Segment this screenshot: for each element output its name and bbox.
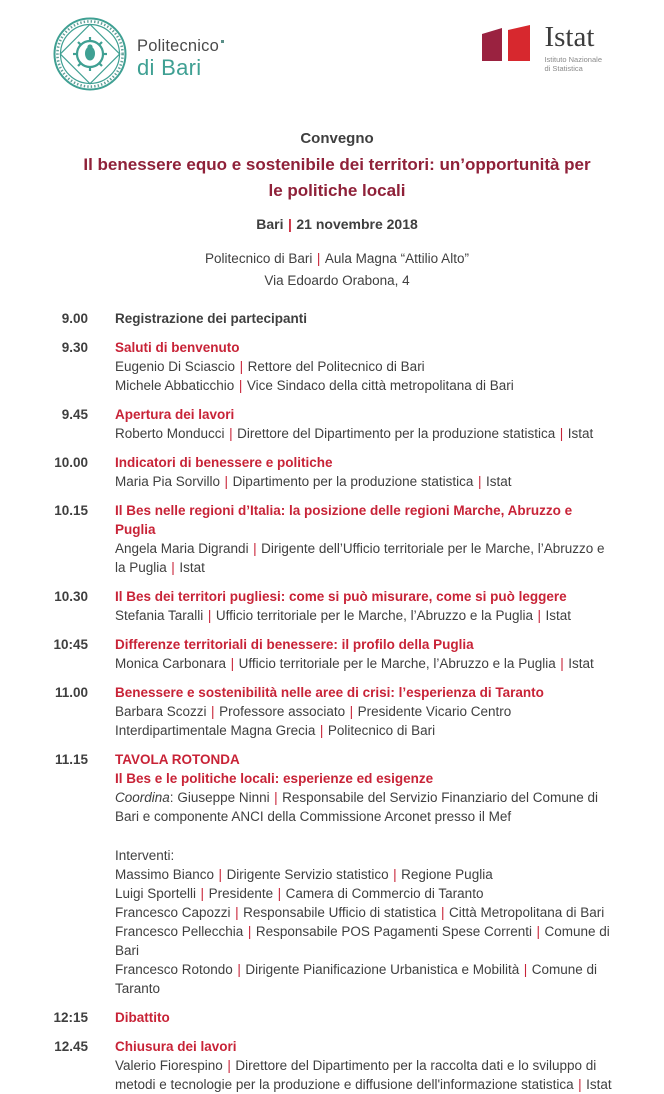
pipe-separator: | (578, 1077, 582, 1092)
pipe-separator: | (227, 1058, 231, 1073)
session-title: TAVOLA ROTONDA (115, 752, 240, 767)
pipe-separator: | (229, 426, 233, 441)
session-title: Chiusura dei lavori (115, 1039, 237, 1054)
pipe-separator: | (477, 474, 482, 489)
schedule-time: 12:15 (53, 1010, 88, 1025)
pipe-separator: | (440, 905, 445, 920)
politecnico-di-bari-logo (52, 16, 224, 95)
schedule-time: 10.30 (54, 589, 88, 604)
istat-wordmark: Istat (544, 21, 595, 53)
schedule-time: 9.45 (61, 407, 88, 422)
session-title: Dibattito (115, 1010, 170, 1025)
pipe-separator: | (277, 886, 282, 901)
session-speaker-line: Roberto Monducci | Direttore del Dipartimento per la produzione statistica | Istat (115, 426, 594, 441)
session-title: Differenze territoriali di benessere: il profilo della Puglia (115, 637, 474, 652)
session-label: Interventi: (115, 848, 175, 863)
pipe-separator: | (253, 541, 257, 556)
pipe-separator: | (247, 924, 252, 939)
pipe-separator: | (274, 790, 278, 805)
poliba-seal-icon (52, 16, 128, 95)
session-title: Indicatori di benessere e politiche (115, 455, 333, 470)
event-title-line2: le politiche locali (268, 181, 406, 200)
session-title: Benessere e sostenibilità nelle aree di crisi: l’esperienza di Taranto (115, 685, 544, 700)
pipe-separator: | (207, 608, 212, 623)
pipe-separator: | (237, 962, 241, 977)
schedule-entry (38, 405, 636, 443)
pipe-separator: | (171, 560, 175, 575)
schedule-time: 9.30 (61, 340, 88, 355)
pipe-separator: | (536, 924, 540, 939)
session-title: Apertura dei lavori (115, 407, 235, 422)
pipe-separator: | (537, 608, 541, 623)
schedule-entry (38, 1037, 636, 1094)
session-speaker-line: Coordina: Giuseppe Ninni | Responsabile del Servizio Finanziario del Comune di Bari e componente ANCI della Commissione Arconet presso il Mef (115, 790, 599, 824)
session-title: Il Bes dei territori pugliesi: come si può misurare, come si può leggere (115, 589, 567, 604)
istat-logo (479, 21, 602, 74)
session-speaker-line: Maria Pia Sorvillo | Dipartimento per la produzione statistica | Istat (115, 474, 512, 489)
poliba-wordmark-line1: Politecnico (137, 37, 219, 56)
pipe-separator: | (235, 905, 239, 920)
session-speaker-line: Barbara Scozzi | Professore associato | Presidente Vicario Centro Interdipartimentale Magna Grecia | Politecnico di Bari (115, 704, 512, 738)
session-speaker-line: Michele Abbaticchio | Vice Sindaco della città metropolitana di Bari (115, 378, 514, 393)
schedule-entry-content (115, 309, 614, 328)
schedule-time: 11.15 (54, 752, 88, 767)
pipe-separator: | (287, 216, 292, 232)
pipe-separator: | (559, 426, 564, 441)
session-speaker-line: Monica Carbonara | Ufficio territoriale per le Marche, l’Abruzzo e la Puglia | Istat (115, 656, 594, 671)
pipe-separator: | (230, 656, 235, 671)
schedule-entry-content (115, 635, 614, 673)
session-speaker-line: Angela Maria Digrandi | Dirigente dell’Ufficio territoriale per le Marche, l’Abruzzo e la Puglia | Istat (115, 541, 605, 575)
schedule-entry (38, 501, 636, 577)
schedule-time: 9.00 (61, 311, 88, 326)
pipe-separator: | (349, 704, 354, 719)
pipe-separator: | (238, 378, 243, 393)
istat-mark-icon (479, 24, 535, 67)
pipe-separator: | (200, 886, 205, 901)
pipe-separator: | (316, 251, 321, 266)
pipe-separator: | (393, 867, 397, 882)
schedule-entry (38, 1008, 636, 1027)
pipe-separator: | (560, 656, 564, 671)
session-title: Saluti di benvenuto (115, 340, 240, 355)
event-kicker: Convegno (300, 130, 374, 147)
pipe-separator: | (239, 359, 244, 374)
pipe-separator: | (224, 474, 229, 489)
session-speaker-line: Francesco Rotondo | Dirigente Pianificazione Urbanistica e Mobilità | Comune di Taranto (115, 962, 598, 996)
schedule-entry-content (115, 338, 614, 395)
poliba-wordmark-line2: di Bari (137, 54, 202, 80)
schedule-entry (38, 309, 636, 328)
pipe-separator: | (211, 704, 215, 719)
schedule-entry-content (115, 1008, 614, 1027)
pipe-separator: | (523, 962, 528, 977)
program-schedule (38, 309, 636, 1094)
schedule-time: 10.00 (54, 455, 88, 470)
schedule-entry (38, 338, 636, 395)
schedule-time: 11.00 (54, 685, 88, 700)
poliba-dot (221, 40, 224, 43)
schedule-entry (38, 750, 636, 998)
pipe-separator: | (218, 867, 223, 882)
event-address: Via Edoardo Orabona, 4 (264, 273, 410, 288)
session-title: Registrazione dei partecipanti (115, 311, 308, 326)
schedule-entry-content (115, 453, 614, 491)
schedule-entry-content (115, 750, 614, 998)
istat-text (544, 21, 602, 74)
schedule-entry (38, 453, 636, 491)
session-speaker-line: Francesco Pellecchia | Responsabile POS Pagamenti Spese Correnti | Comune di Bari (115, 924, 610, 958)
session-speaker-line: Luigi Sportelli | Presidente | Camera di Commercio di Taranto (115, 886, 484, 901)
blank-line (115, 826, 614, 846)
schedule-entry-content (115, 1037, 614, 1094)
schedule-entry-content (115, 587, 614, 625)
session-speaker-line: Stefania Taralli | Ufficio territoriale per le Marche, l’Abruzzo e la Puglia | Istat (115, 608, 571, 623)
schedule-time: 10:45 (53, 637, 88, 652)
event-date: Bari | 21 novembre 2018 (256, 216, 418, 232)
schedule-entry-content (115, 501, 614, 577)
poliba-wordmark (137, 32, 224, 78)
session-speaker-line: Eugenio Di Sciascio | Rettore del Politecnico di Bari (115, 359, 425, 374)
event-title-line1: Il benessere equo e sostenibile dei territori: un’opportunità per (83, 155, 591, 174)
schedule-entry (38, 683, 636, 740)
schedule-entry-content (115, 683, 614, 740)
istat-subtitle: Istituto Nazionale di Statistica (544, 55, 602, 74)
schedule-time: 10.15 (54, 503, 88, 518)
schedule-entry-content (115, 405, 614, 443)
session-title: Il Bes nelle regioni d’Italia: la posizione delle regioni Marche, Abruzzo e Puglia (115, 503, 573, 537)
session-title: Il Bes e le politiche locali: esperienze ed esigenze (115, 771, 434, 786)
pipe-separator: | (319, 723, 324, 738)
session-speaker-line: Massimo Bianco | Dirigente Servizio statistico | Regione Puglia (115, 867, 493, 882)
schedule-entry (38, 587, 636, 625)
header-logos (38, 14, 636, 106)
event-title (38, 152, 636, 204)
schedule-time: 12.45 (54, 1039, 88, 1054)
session-speaker-line: Valerio Fiorespino | Direttore del Dipartimento per la raccolta dati e lo sviluppo di metodi e tecnologie per la produzione e diffusione dell'informazione statistica | Istat (115, 1058, 612, 1092)
event-venue: Politecnico di Bari | Aula Magna “Attilio Alto” (205, 251, 469, 266)
schedule-entry (38, 635, 636, 673)
session-speaker-line: Francesco Capozzi | Responsabile Ufficio di statistica | Città Metropolitana di Bari (115, 905, 605, 920)
